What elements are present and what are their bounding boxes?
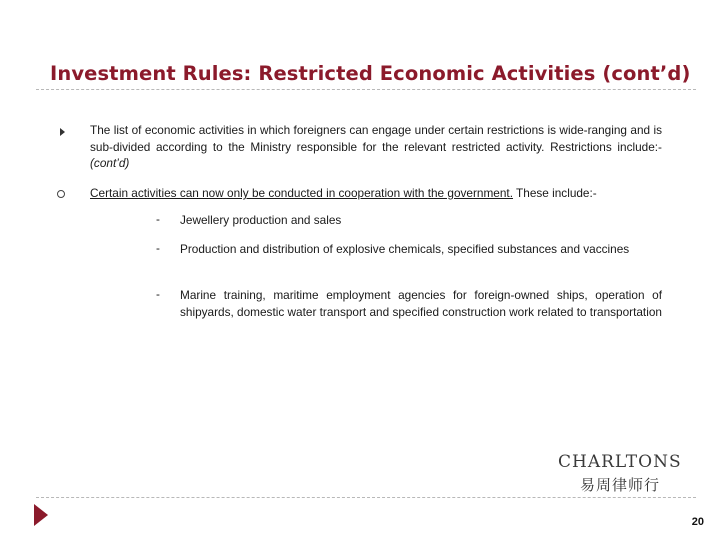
list-item-explosives: Production and distribution of explosive chemicals, specified substances and vaccines <box>180 242 630 256</box>
list-item-marker: - <box>156 287 160 301</box>
list-item-marker: - <box>156 241 160 255</box>
page-number: 20 <box>691 516 704 528</box>
paragraph-restrictions-text: The list of economic activities in which foreigners can engage under certain restrictions is wide-ranging and is sub-divided according to the Ministry responsible for the relevant restricted activity. Restrictions include:- <box>90 123 662 154</box>
circle-bullet-icon <box>57 190 65 198</box>
cont-d-label: (cont’d) <box>90 156 130 170</box>
paragraph-cooperation <box>90 185 662 202</box>
title-divider <box>36 89 696 90</box>
logo-english: CHARLTONS <box>558 452 682 472</box>
list-item-marine: Marine training, maritime employment agencies for foreign-owned ships, operation of shipyards, domestic water transport and specified construction work related to transportation <box>180 288 662 319</box>
paragraph-restrictions <box>90 122 662 172</box>
paragraph-cooperation-underlined: Certain activities can now only be conducted in cooperation with the government. <box>90 186 513 200</box>
list-item-marker: - <box>156 212 160 226</box>
page-title: Investment Rules: Restricted Economic Activities (cont’d) <box>50 62 691 85</box>
charltons-logo <box>558 452 680 495</box>
list-item-jewellery: Jewellery production and sales <box>180 213 342 227</box>
next-slide-arrow-icon[interactable] <box>34 504 48 526</box>
arrow-bullet-icon <box>60 128 65 136</box>
paragraph-cooperation-rest: These include:- <box>516 186 597 200</box>
logo-chinese: 易周律师行 <box>580 476 661 494</box>
footer-divider <box>36 497 696 498</box>
